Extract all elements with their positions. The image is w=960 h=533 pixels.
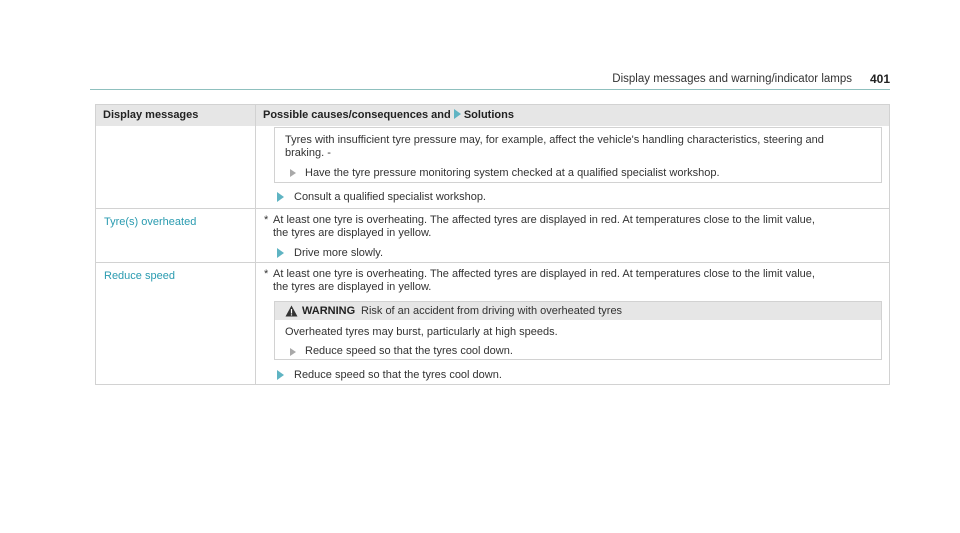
row2-line1: At least one tyre is overheating. The affected tyres are displayed in red. At temperatures close to the limit value,: [273, 268, 815, 280]
warning-step: Reduce speed so that the tyres cool down.: [305, 345, 513, 357]
arrow-right-icon: [290, 169, 296, 177]
warning-triangle-icon: [285, 305, 298, 317]
row-divider: [96, 262, 889, 263]
arrow-right-icon: [454, 109, 461, 119]
row1-line1: At least one tyre is overheating. The affected tyres are displayed in red. At temperatures close to the limit value,: [273, 214, 815, 226]
column-header-causes-text: Possible causes/consequences and: [263, 109, 451, 121]
row2-marker: *: [264, 268, 269, 280]
arrow-right-icon: [277, 192, 284, 202]
info-box-line1: Tyres with insufficient tyre pressure may, for example, affect the vehicle's handling characteristics, steering and: [285, 134, 824, 146]
page-number: 401: [869, 72, 890, 86]
info-box-line2: braking. -: [285, 147, 331, 159]
row1-marker: *: [264, 214, 269, 226]
arrow-right-icon: [290, 348, 296, 356]
table-header: [96, 105, 889, 126]
warning-header: [275, 302, 881, 320]
arrow-right-icon: [277, 248, 284, 258]
row1-step: Drive more slowly.: [294, 247, 384, 259]
row1-line2: the tyres are displayed in yellow.: [273, 227, 432, 239]
display-messages-table: [95, 104, 890, 385]
row-divider: [96, 208, 889, 209]
arrow-right-icon: [277, 370, 284, 380]
message-tyre-overheated: Tyre(s) overheated: [104, 216, 197, 228]
row2-step: Reduce speed so that the tyres cool down.: [294, 369, 502, 381]
section-title: Display messages and warning/indicator lamps: [612, 73, 852, 85]
column-divider: [255, 105, 256, 384]
column-header-causes: [263, 109, 514, 121]
warning-label: WARNING: [302, 305, 356, 317]
page-header: [90, 67, 890, 90]
warning-title: Risk of an accident from driving with overheated tyres: [361, 305, 623, 317]
warning-box: [274, 301, 882, 360]
message-reduce-speed: Reduce speed: [104, 270, 175, 282]
row0-step: Consult a qualified specialist workshop.: [294, 191, 486, 203]
column-header-solutions-text: Solutions: [463, 109, 514, 121]
row2-line2: the tyres are displayed in yellow.: [273, 281, 432, 293]
info-box-step: Have the tyre pressure monitoring system checked at a qualified specialist workshop.: [305, 167, 720, 179]
warning-body: Overheated tyres may burst, particularly at high speeds.: [285, 326, 558, 338]
info-box: [274, 127, 882, 183]
column-header-display-messages: Display messages: [103, 109, 199, 121]
